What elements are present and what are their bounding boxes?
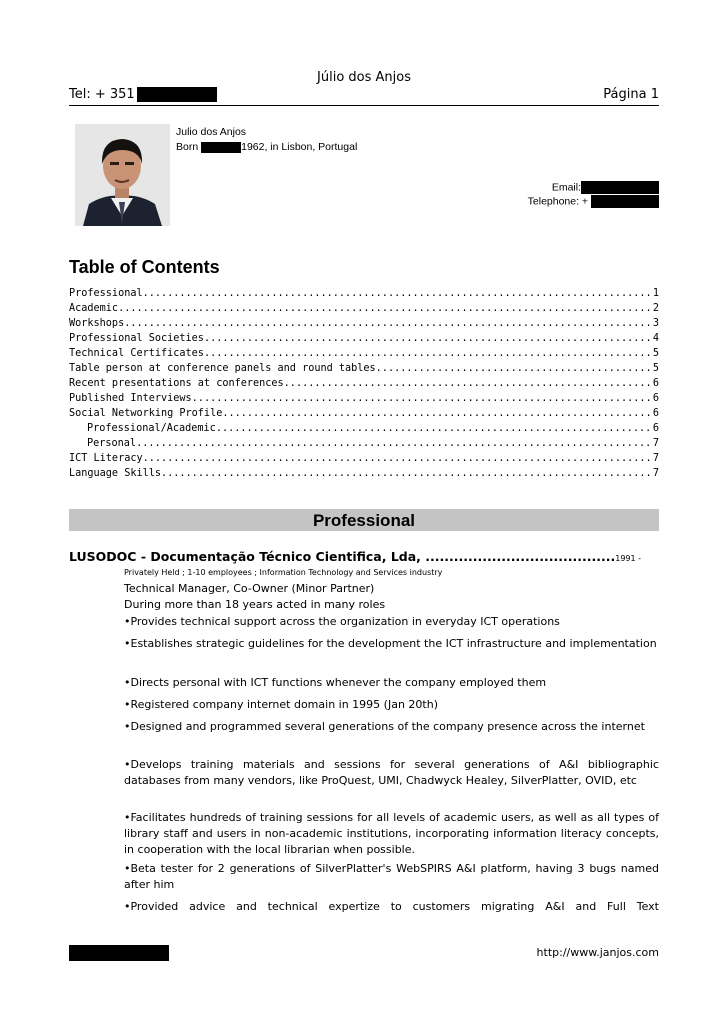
header-row	[69, 87, 659, 105]
profile-birth-info	[176, 141, 357, 153]
toc-leader	[216, 421, 653, 436]
toc-entry-label: Professional Societies	[69, 333, 204, 344]
profile-name: Julio dos Anjos	[176, 126, 247, 138]
toc-entry-label: ICT Literacy	[69, 453, 143, 464]
toc-subentry[interactable]	[69, 421, 659, 436]
toc-entry-page: 6	[652, 423, 659, 434]
bullet-item	[124, 614, 659, 630]
toc-entry-label: Professional/Academic	[87, 423, 216, 434]
toc-subentry[interactable]	[69, 436, 659, 451]
toc-entry-label: Professional	[69, 288, 143, 299]
bullet-item	[124, 636, 659, 652]
toc-entry[interactable]	[69, 316, 659, 331]
organization-details-block	[124, 565, 659, 613]
toc-entry[interactable]	[69, 376, 659, 391]
toc-entry[interactable]	[69, 346, 659, 361]
toc-entry-label: Technical Certificates	[69, 348, 204, 359]
toc-title: Table of Contents	[69, 257, 220, 277]
toc-entry[interactable]	[69, 391, 659, 406]
bullet-item	[124, 810, 659, 858]
toc-entry[interactable]	[69, 286, 659, 301]
toc-entry[interactable]	[69, 406, 659, 421]
toc-leader	[222, 406, 653, 421]
bullet-text: •Beta tester for 2 generations of SilverPlatter's WebSPIRS A&I platform, having 3 bugs named after him	[124, 862, 659, 891]
bullet-item	[124, 697, 659, 713]
redaction-bar	[591, 195, 659, 208]
toc-leader	[124, 316, 653, 331]
section-heading-professional: Professional	[69, 509, 659, 531]
bullet-item	[124, 861, 659, 893]
toc-entry-label: Recent presentations at conferences	[69, 378, 284, 389]
toc-entry-label: Language Skills	[69, 468, 162, 479]
organization-leader: ........................................	[425, 549, 616, 564]
toc-entry-page: 2	[652, 303, 659, 314]
toc-leader	[143, 451, 653, 466]
toc-entry[interactable]	[69, 331, 659, 346]
organization-date: 1991 -	[615, 554, 642, 563]
header-page-number: Página 1	[603, 87, 659, 102]
redaction-bar	[69, 945, 169, 961]
header-divider	[69, 105, 659, 106]
toc-entry-page: 6	[652, 393, 659, 404]
toc-entry-label: Published Interviews	[69, 393, 192, 404]
toc-entry-page: 7	[652, 468, 659, 479]
toc-entry-page: 6	[652, 408, 659, 419]
footer-website-link[interactable]: http://www.janjos.com	[536, 946, 659, 959]
toc-leader	[284, 376, 653, 391]
toc-entry-label: Workshops	[69, 318, 125, 329]
bullet-text: •Designed and programmed several generations of the company presence across the internet	[124, 720, 645, 733]
toc-entry[interactable]	[69, 361, 659, 376]
toc-leader	[161, 466, 653, 481]
job-role: Technical Manager, Co-Owner (Minor Partner)	[124, 582, 375, 595]
organization-details: Privately Held ; 1-10 employees ; Information Technology and Services industry	[124, 568, 443, 577]
profile-email-label: Email:	[551, 181, 581, 194]
bullet-text: •Develops training materials and sessions for several generations of A&I bibliographic databases from many vendors, like ProQuest, UMI, Chadwyck Healey, SilverPlatter, OVID, etc	[124, 758, 659, 787]
toc-entry[interactable]	[69, 466, 659, 481]
bullet-text: •Facilitates hundreds of training sessions for all levels of academic users, as well as all types of library staff and users in non-academic institutions, incorporating information literacy concepts, in cooperation with the local librarian when possible.	[124, 811, 659, 856]
header-author-name: Júlio dos Anjos	[317, 70, 411, 85]
bullet-item	[124, 675, 659, 691]
toc-entry[interactable]	[69, 451, 659, 466]
organization-heading	[69, 549, 659, 564]
toc-leader	[204, 331, 653, 346]
toc-leader	[204, 346, 653, 361]
bullet-text: •Registered company internet domain in 1995 (Jan 20th)	[124, 698, 438, 711]
bullet-text: •Provided advice and technical expertize to customers migrating A&I and Full Text	[124, 900, 659, 913]
toc-entry-page: 4	[652, 333, 659, 344]
job-tenure: During more than 18 years acted in many roles	[124, 598, 386, 611]
redaction-bar	[137, 87, 217, 102]
bullet-item	[124, 899, 659, 915]
toc-leader	[136, 436, 653, 451]
portrait-image	[75, 124, 170, 226]
toc-entry-label: Table person at conference panels and round tables	[69, 363, 376, 374]
profile-born-place: 1962, in Lisbon, Portugal	[241, 141, 358, 153]
header-telephone	[69, 87, 217, 102]
toc-entry-page: 1	[652, 288, 659, 299]
toc-entry-page: 7	[652, 438, 659, 449]
bullet-text: •Establishes strategic guidelines for the development the ICT infrastructure and implementation	[124, 637, 657, 650]
toc-leader	[143, 286, 653, 301]
toc-entry-page: 7	[652, 453, 659, 464]
toc-entry-page: 5	[652, 348, 659, 359]
redaction-bar	[201, 142, 241, 153]
toc-entry-label: Academic	[69, 303, 119, 314]
redaction-bar	[581, 181, 659, 194]
toc-entry-label: Personal	[87, 438, 137, 449]
profile-telephone-label: Telephone: +	[527, 195, 589, 208]
profile-photo	[75, 124, 170, 226]
profile-email	[552, 181, 659, 194]
bullet-item	[124, 719, 659, 735]
toc-entry-page: 5	[652, 363, 659, 374]
bullet-text: •Provides technical support across the organization in everyday ICT operations	[124, 615, 560, 628]
header-telephone-label: Tel: + 351	[69, 87, 135, 102]
toc-entry-label: Social Networking Profile	[69, 408, 223, 419]
profile-born-label: Born	[176, 141, 199, 153]
toc-leader	[192, 391, 653, 406]
toc-leader	[376, 361, 653, 376]
organization-name: LUSODOC - Documentação Técnico Cientifica, Lda,	[69, 549, 426, 564]
bullet-text: •Directs personal with ICT functions whenever the company employed them	[124, 676, 547, 689]
bullet-item	[124, 757, 659, 789]
toc-leader	[118, 301, 653, 316]
toc-entry[interactable]	[69, 301, 659, 316]
profile-telephone	[528, 195, 659, 208]
toc-entry-page: 3	[652, 318, 659, 329]
table-of-contents	[69, 286, 659, 481]
toc-entry-page: 6	[652, 378, 659, 389]
